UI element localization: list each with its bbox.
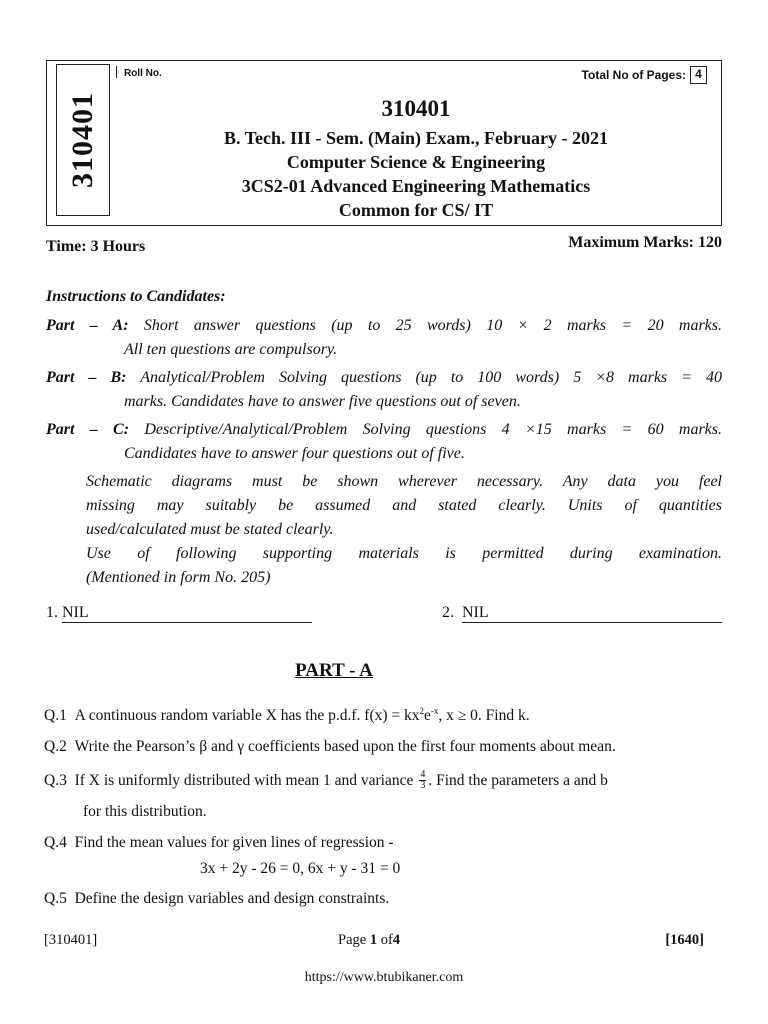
part-a-title: PART - A [295, 660, 373, 681]
question-3: Q.3 If X is uniformly distributed with mean 1 and variance 4 3 . Find the parameters a and b for this distribution. [44, 769, 608, 820]
max-marks: Maximum Marks: 120 [568, 234, 722, 251]
material-2: 2. NIL [442, 604, 722, 623]
part-a-instruction: Part – A: Short answer questions (up to 25 words) 10 × 2 marks = 20 marks. All ten questions are compulsory. [46, 317, 723, 358]
source-url[interactable]: https://www.btubikaner.com [304, 970, 464, 985]
part-c-instruction: Part – C: Descriptive/Analytical/Problem Solving questions 4 ×15 marks = 60 marks. Candidates have to answer four questions out of five. [46, 421, 722, 462]
part-b-instruction: Part – B: Analytical/Problem Solving questions (up to 100 words) 5 ×8 marks = 40 marks. Candidates have to answer five questions out of seven. [46, 369, 723, 410]
question-5: Q.5 Define the design variables and design constraints. [44, 890, 390, 907]
part-b-label: Part – B: [46, 369, 127, 386]
instructions-heading: Instructions to Candidates: [46, 288, 226, 305]
general-notes: Schematic diagrams must be shown wherever necessary. Any data you feel missing may suitably be assumed and stated clearly. Units of quantities used/calculated must be stated clearly. Use of following supporting materials is permitted during examination. (Mentioned in form No. 205) [86, 473, 722, 586]
roll-no-marker [116, 66, 117, 78]
part-c-label: Part – C: [46, 421, 130, 438]
footer-code: [310401] [44, 932, 98, 948]
question-2: Q.2 Write the Pearson’s β and γ coefficients based upon the first four moments about mean. [44, 738, 616, 755]
common-for: Common for CS/ IT [338, 200, 494, 220]
question-4: Q.4 Find the mean values for given lines of regression - [44, 834, 394, 851]
question-1: Q.1 A continuous random variable X has the p.d.f. $f(x) = kx^2e^{-x}$, x ≥ 0. Find k. [44, 706, 530, 725]
roll-no-label: Roll No. [124, 68, 162, 79]
part-a-label: Part – A: [46, 317, 129, 334]
material-1: 1. NIL [46, 604, 312, 623]
exam-line: B. Tech. III - Sem. (Main) Exam., February - 2021 [224, 128, 608, 148]
paper-code: 310401 [381, 96, 451, 121]
page-number: Page 1 of4 [338, 932, 401, 948]
variance-fraction: 4 3 [420, 769, 426, 791]
total-pages-value: 4 [690, 66, 707, 84]
regression-equations: 3x + 2y - 26 = 0, 6x + y - 31 = 0 [200, 860, 401, 877]
time-label: Time: 3 Hours [46, 238, 146, 255]
footer-count: [1640] [665, 932, 704, 948]
total-pages-label: Total No of Pages: [581, 68, 686, 82]
paper-code-vertical: 310401 [66, 92, 99, 188]
branch: Computer Science & Engineering [286, 152, 546, 172]
subject: 3CS2-01 Advanced Engineering Mathematics [241, 176, 591, 196]
